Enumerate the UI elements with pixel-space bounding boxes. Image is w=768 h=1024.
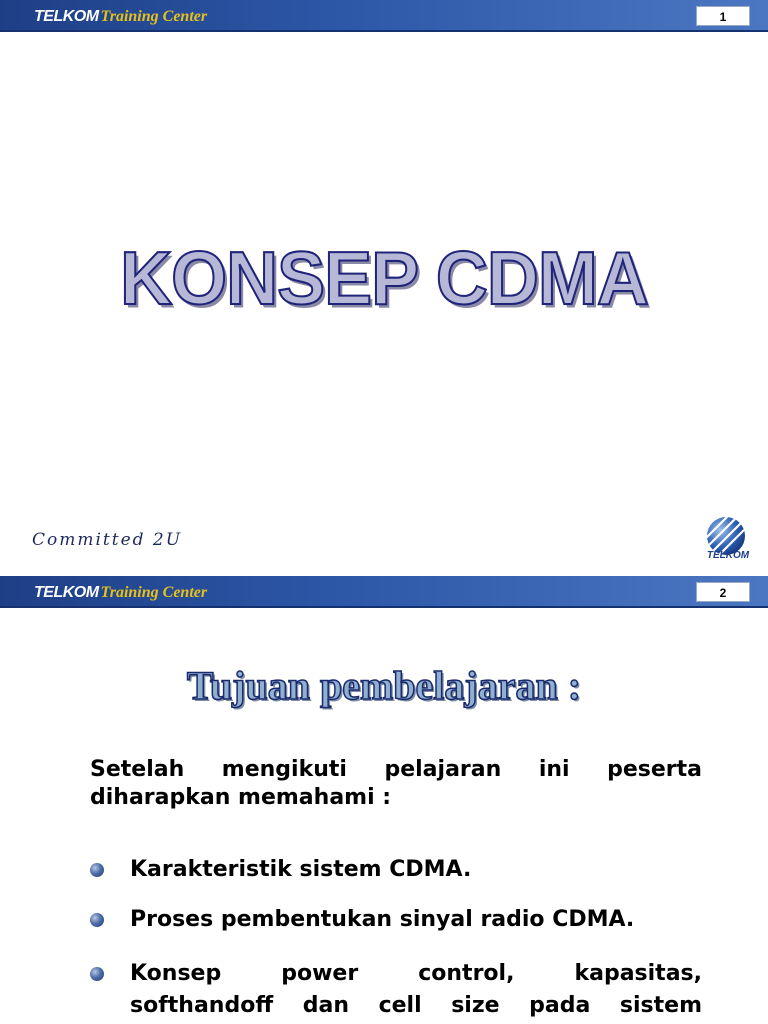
- telkom-logo-text: TELKOM: [706, 550, 750, 561]
- page-number: 2: [696, 582, 750, 602]
- bullet-text: [130, 958, 702, 1022]
- bullet-icon: [90, 863, 104, 877]
- bullet-icon: [90, 913, 104, 927]
- page-number: 1: [696, 6, 750, 26]
- bullet-text: [130, 904, 702, 936]
- tagline: Committed 2U: [32, 530, 183, 550]
- slide-title: Tujuan pembelajaran :: [186, 663, 582, 708]
- brand-training-center: Training Center: [100, 8, 208, 25]
- bullet-line: softhandoff dan cell size pada sistem: [130, 993, 702, 1018]
- brand-training-center: Training Center: [100, 584, 208, 601]
- brand-logo: [34, 581, 207, 604]
- bullet-line: Konsep power control, kapasitas,: [130, 961, 702, 986]
- intro-line: Setelah mengikuti pelajaran ini peserta: [90, 757, 702, 782]
- slide-title: KONSEP CDMA: [120, 237, 648, 321]
- header-bar: [0, 0, 768, 32]
- brand-telkom: TELKOM: [34, 584, 99, 601]
- intro-paragraph: [90, 756, 702, 812]
- bullet-line: Karakteristik sistem CDMA.: [130, 857, 472, 882]
- header-bar: [0, 576, 768, 608]
- brand-telkom: TELKOM: [34, 8, 99, 25]
- bullet-icon: [90, 967, 104, 981]
- brand-logo: [34, 5, 207, 28]
- bullet-text: [130, 854, 702, 886]
- slide-2: [0, 576, 768, 1024]
- bullet-line: Proses pembentukan sinyal radio CDMA.: [130, 907, 635, 932]
- intro-line: diharapkan memahami :: [90, 785, 392, 810]
